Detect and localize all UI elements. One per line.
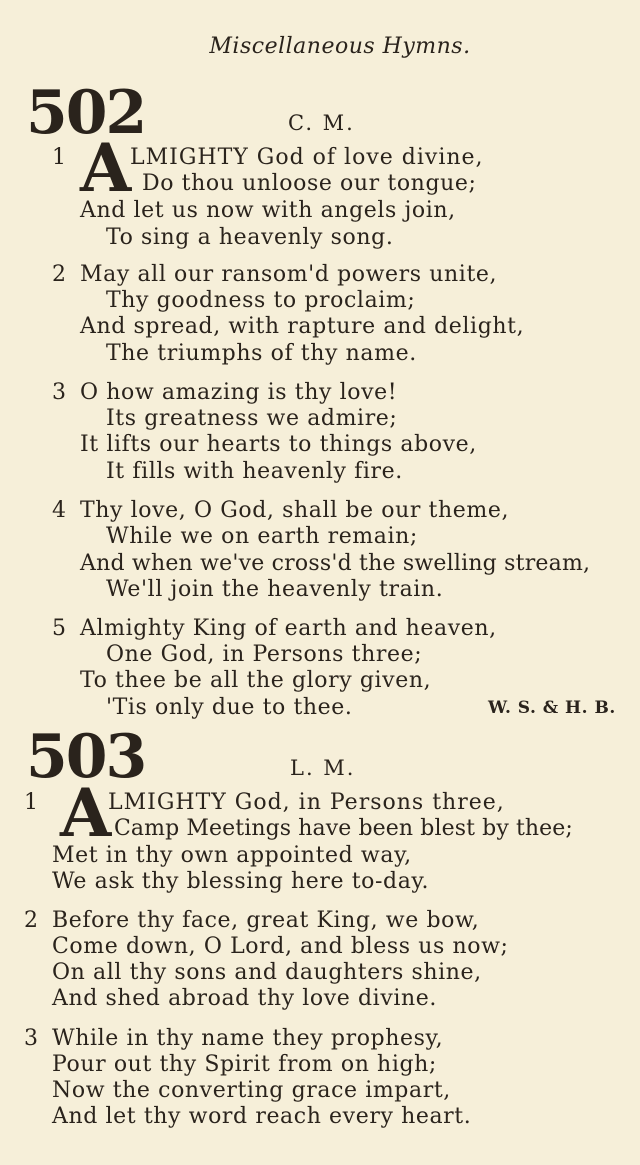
verse-line: LMIGHTY God, in Persons three, — [108, 790, 505, 815]
verse-line: Thy goodness to proclaim; — [106, 288, 416, 313]
verse-line: While we on earth remain; — [106, 524, 418, 549]
verse-number: 4 — [52, 498, 66, 523]
drop-cap: A — [80, 129, 132, 207]
verse-line: And shed abroad thy love divine. — [52, 986, 437, 1011]
verse-line: Camp Meetings have been blest by thee; — [114, 816, 573, 841]
verse-line: And spread, with rapture and delight, — [80, 314, 525, 339]
hymn-number: 502 — [26, 78, 146, 148]
verse-line: To sing a heavenly song. — [106, 225, 394, 250]
verse-line: And let thy word reach every heart. — [52, 1104, 472, 1129]
verse-line: Now the converting grace impart, — [52, 1078, 451, 1103]
verse-line: And let us now with angels join, — [80, 198, 456, 223]
verse-line: May all our ransom'd powers unite, — [80, 262, 498, 287]
verse-line: Thy love, O God, shall be our theme, — [80, 498, 510, 523]
verse-line: We ask thy blessing here to-day. — [52, 869, 430, 894]
verse-line: Met in thy own appointed way, — [52, 843, 412, 868]
drop-cap: A — [60, 774, 112, 852]
verse-line: And when we've cross'd the swelling stream, — [80, 551, 591, 576]
verse-number: 2 — [52, 262, 66, 287]
verse-line: Come down, O Lord, and bless us now; — [52, 934, 509, 959]
verse-number: 3 — [52, 380, 66, 405]
hymn-meter: C. M. — [288, 111, 355, 135]
verse-line: LMIGHTY God of love divine, — [130, 145, 484, 170]
verse-line: On all thy sons and daughters shine, — [52, 960, 482, 985]
verse-line: Its greatness we admire; — [106, 406, 398, 431]
verse-line: O how amazing is thy love! — [80, 380, 398, 405]
hymn-number: 503 — [26, 722, 146, 792]
verse-line: To thee be all the glory given, — [80, 668, 432, 693]
verse-line: It fills with heavenly fire. — [106, 459, 403, 484]
verse-number: 1 — [24, 790, 38, 815]
verse-line: One God, in Persons three; — [106, 642, 423, 667]
verse-number: 2 — [24, 908, 38, 933]
verse-number: 1 — [52, 145, 66, 170]
verse-line: 'Tis only due to thee. — [106, 695, 353, 720]
verse-line: Pour out thy Spirit from on high; — [52, 1052, 437, 1077]
verse-line: While in thy name they prophesy, — [52, 1026, 444, 1051]
author-attribution: W. S. & H. B. — [488, 698, 616, 718]
verse-line: Almighty King of earth and heaven, — [80, 616, 497, 641]
verse-line: The triumphs of thy name. — [106, 341, 417, 366]
running-head: Miscellaneous Hymns. — [209, 34, 471, 59]
verse-line: Do thou unloose our tongue; — [142, 171, 477, 196]
verse-line: It lifts our hearts to things above, — [80, 432, 477, 457]
hymn-meter: L. M. — [290, 756, 356, 780]
verse-number: 5 — [52, 616, 66, 641]
verse-line: We'll join the heavenly train. — [106, 577, 444, 602]
verse-line: Before thy face, great King, we bow, — [52, 908, 480, 933]
verse-number: 3 — [24, 1026, 38, 1051]
